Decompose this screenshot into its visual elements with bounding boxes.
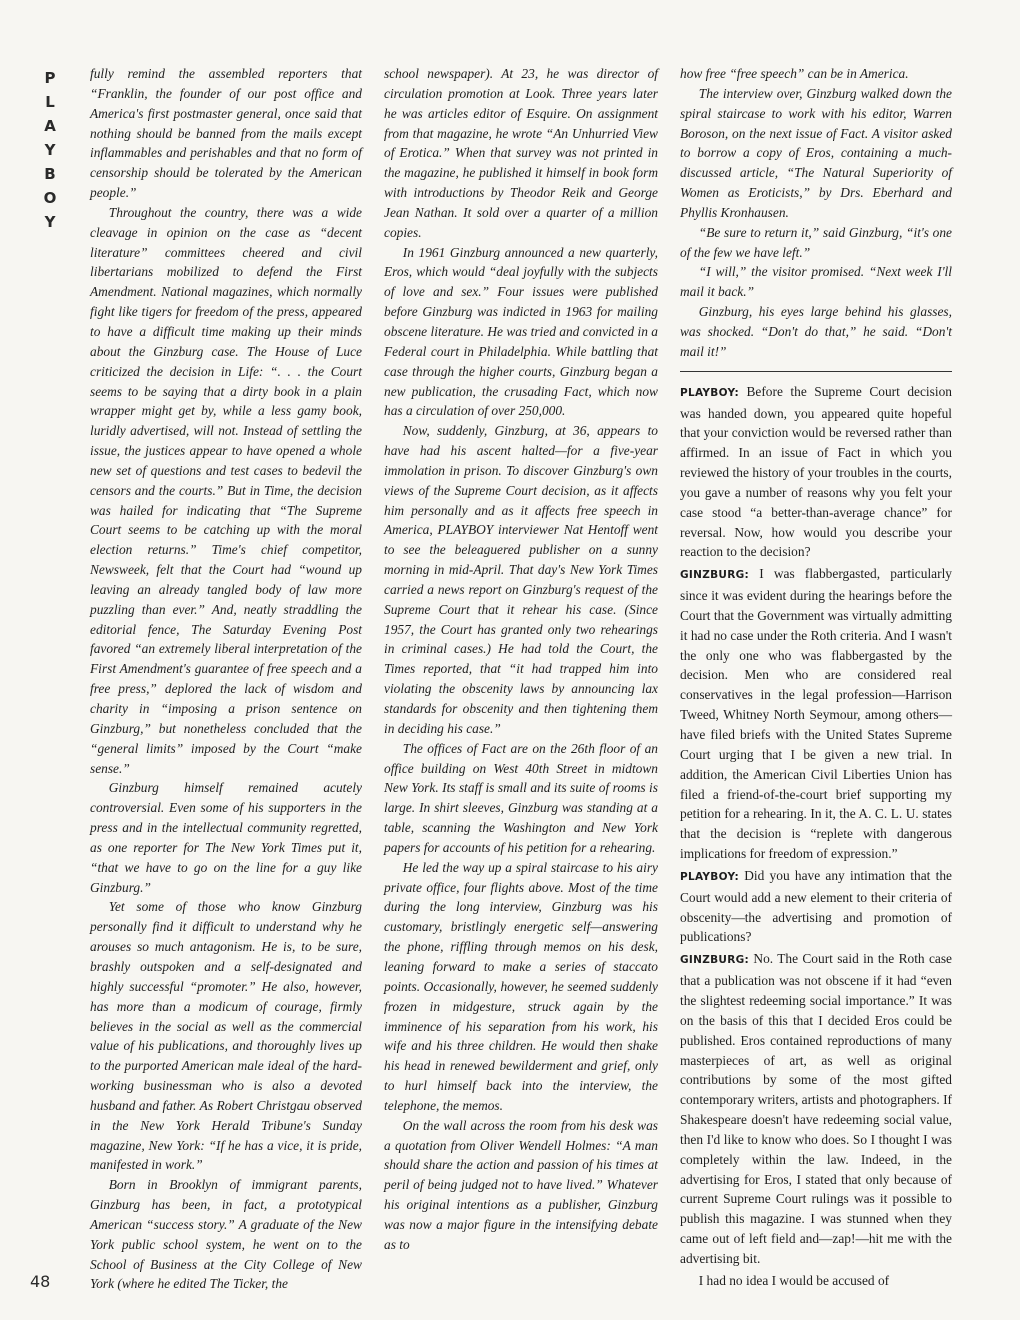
interview-question xyxy=(680,866,952,947)
interview-text: Did you have any intimation that the Court would add a new element to their criteria of obscenity—the advertising and promotion of publications? xyxy=(680,867,952,945)
paragraph: In 1961 Ginzburg announced a new quarterly, Eros, which would “deal joyfully with the subjects of love and sex.” Four issues were published before Ginzburg was indicted in 1963 for mailing obscene literature. He was tried and convicted in a Federal court in Philadelphia. While battling that case through the higher courts, Ginzburg began a new publication, the crusading Fact, which now has a circulation of over 250,000. xyxy=(384,244,658,419)
interview-continuation: I had no idea I would be accused of xyxy=(698,1272,890,1288)
paragraph: Ginzburg, his eyes large behind his glasses, was shocked. “Don't do that,” he said. “Don't mail it!” xyxy=(680,304,952,359)
paragraph: Throughout the country, there was a wide cleavage in opinion on the case as “decent literature” committees cheered and civil libertarians mobilized to defend the First Amendment. National magazines, which normally fight like tigers for freedom of the press, appeared to have a difficult time making up their minds about the Ginzburg case. The House of Luce criticized the decision in Life: “. . . the Court seems to be saying that a dirty book in a plain wrapper might get by, while a less gamy book, luridly advertised, will not. Instead of settling the issue, the justices appear to have opened a whole new set of questions and test cases to bedevil the censors and the courts.” But in Time, the decision was hailed for indicating that “The Supreme Court seems to be catching up with the moral election returns.” Time's chief competitor, Newsweek, felt that the Court had “wound up leaving an already tangled body of law more puzzling than ever.” And, neatly straddling the editorial fence, The Saturday Evening Post favored “an extremely liberal interpretation of the First Amendment's guarantee of free speech and a free press,” deplored the lack of wisdom and charity in “imposing a prison sentence on Ginzburg,” but nonetheless concluded that the “general limits” imposed by the Court “make sense.” xyxy=(90,204,362,776)
interview-text: No. The Court said in the Roth case that a publication was not obscene if it had “even the slightest redeeming social importance.” It was on the basis of this that I decided Eros could be published. Eros contained reproductions of many masterpieces of art, as well as original contributions by some of the most gifted contemporary writers, artists and photographers. If Shakespeare doesn't have redeeming social value, then I'd like to know who does. So I thought I was completely within the law. Indeed, in the advertising for Eros, I stated that only because of current Supreme Court rulings was it possible to publish this magazine. I was stunned when they came out of left field and—zap!—hit me with the advertising bit. xyxy=(680,951,952,1266)
paragraph: The offices of Fact are on the 26th floor of an office building on West 40th Street in midtown New York. Its staff is small and its suite of rooms is large. In shirt sleeves, Ginzburg was standing at a table, scanning the Washington and New York papers for accounts of his petition for a rehearing. xyxy=(384,740,658,855)
intro-end xyxy=(680,64,952,362)
paragraph: He led the way up a spiral staircase to his airy private office, four flights above. Most of the time during the long interview, Ginzburg was his customary, bristlingly energetic self—answering the phone, riffling through memos on his desk, leaning forward to make a series of staccato points. Occasionally, however, he seemed suddenly frozen in midgesture, struck again by the imminence of his separation from his work, his wife and his three children. He would then shake his head in renewed bewilderment and grief, only to hurl himself back into the interview, the telephone, the memos. xyxy=(384,859,658,1113)
interview-answer xyxy=(680,949,952,1269)
paragraph: Now, suddenly, Ginzburg, at 36, appears to have had his ascent halted—for a five-year immolation in prison. To discover Ginzburg's own views of the Supreme Court decision, as it affects him personally and as it affects free speech in America, PLAYBOY interviewer Nat Hentoff went to see the beleaguered publisher on a sunny morning in mid-April. That day's New York Times carried a news report on Ginzburg's request of the Supreme Court that it rehear his case. (Since 1957, the Court has granted only two rehearings in criminal cases.) He had told the Court, the Times reported, that “it had trapped him into violating the obscenity laws by announcing lax standards for obscenity and then tightening them in deciding his case.” xyxy=(384,423,658,736)
interview-section xyxy=(680,382,952,1291)
paragraph: school newspaper). At 23, he was director of circulation promotion at Look. Three years later he was articles editor of Esquire. On assignment from that magazine, he wrote “An Unhurried View of Erotica.” When that survey was not printed in the magazine, he published it himself in book form with introductions by Theodor Reik and George Jean Nathan. It sold over a quarter of a million copies. xyxy=(384,66,658,240)
masthead-playboy xyxy=(38,66,62,234)
column-1 xyxy=(90,64,362,1294)
interview-text: I was flabbergasted, particularly since it was evident during the hearings before the Court that the Government was virtually admitting it had no case under the Roth criteria. And I wasn't the only one who was flabbergasted by the decision. Men who are considered real conservatives in the legal profession—Harrison Tweed, Whitney North Seymour, among others—have filed briefs with the United States Supreme Court urging that I be given a new trial. In addition, the American Civil Liberties Union has filed a friend-of-the-court brief supporting my petition for a rehearing. In it, the A. C. L. U. states that the decision is “replete with dangerous implications for freedom of expression.” xyxy=(680,566,952,862)
masthead-letter: P xyxy=(44,69,56,87)
interview-answer xyxy=(680,564,952,864)
paragraph: “Be sure to return it,” said Ginzburg, “it's one of the few we have left.” xyxy=(680,224,952,260)
paragraph: “I will,” the visitor promised. “Next week I'll mail it back.” xyxy=(680,264,952,300)
column-2 xyxy=(384,64,658,1255)
page-number: 48 xyxy=(30,1272,51,1291)
paragraph: On the wall across the room from his desk was a quotation from Oliver Wendell Holmes: “A man should share the action and passion of his times at peril of being judged not to have lived.” Whatever his original intentions as a publisher, Ginzburg was now a major figure in the intensifying debate as to xyxy=(384,1117,658,1252)
paragraph: Yet some of those who know Ginzburg personally find it difficult to understand why he arouses so much antagonism. He is, to be sure, brashly outspoken and a self-designated and highly successful “promoter.” He also, however, has more than a modicum of courage, firmly believes in the social as well as the commercial value of his publications, and thoroughly lives up to the purported American male ideal of the hard-working businessman who is also a devoted husband and father. As Robert Christgau observed in the New York Herald Tribune's Sunday magazine, New York: “If he has a vice, it is pride, manifested in work.” xyxy=(90,899,362,1173)
speaker-label: PLAYBOY: xyxy=(680,386,739,399)
masthead-letter: O xyxy=(43,189,57,207)
masthead-letter: B xyxy=(44,165,56,183)
paragraph: Born in Brooklyn of immigrant parents, Ginzburg has been, in fact, a prototypical American “success story.” A graduate of the New York public school system, he went on to the School of Business at the City College of New York (where he edited The Ticker, the xyxy=(90,1177,362,1292)
masthead-letter: A xyxy=(44,117,56,135)
paragraph: Ginzburg himself remained acutely controversial. Even some of his supporters in the press and in the intellectual community regretted, as one reporter for The New York Times put it, “that we have to go on the line for a guy like Ginzburg.” xyxy=(90,780,362,895)
speaker-label: PLAYBOY: xyxy=(680,870,739,883)
column-3 xyxy=(680,64,952,1293)
paragraph: fully remind the assembled reporters that “Franklin, the founder of our post office and America's first postmaster general, once said that nothing should be banned from the mails except inflammables and perishables and that no form of censorship should be tolerated by the American people.” xyxy=(90,66,362,201)
speaker-label: GINZBURG: xyxy=(680,954,750,967)
paragraph: how free “free speech” can be in America. xyxy=(680,66,909,81)
section-divider xyxy=(680,371,952,372)
masthead-letter: L xyxy=(45,93,55,111)
masthead-letter: Y xyxy=(44,213,56,231)
masthead-letter: Y xyxy=(44,141,56,159)
paragraph: The interview over, Ginzburg walked down the spiral staircase to work with his editor, Warren Boroson, on the next issue of Fact. A visitor asked to borrow a copy of Eros, containing a much-discussed article, “The Natural Superiority of Women as Eroticists,” by Drs. Eberhard and Phyllis Kronhausen. xyxy=(680,85,952,220)
speaker-label: GINZBURG: xyxy=(680,569,750,582)
interview-text: Before the Supreme Court decision was handed down, you appeared quite hopeful that your conviction would be reversed rather than affirmed. In an issue of Fact in which you reviewed the history of your troubles in the courts, you gave a number of reasons why you felt your case stood “a better-than-average chance” for reversal. Now, how would you describe your reaction to the decision? xyxy=(680,383,952,560)
interview-question xyxy=(680,382,952,563)
